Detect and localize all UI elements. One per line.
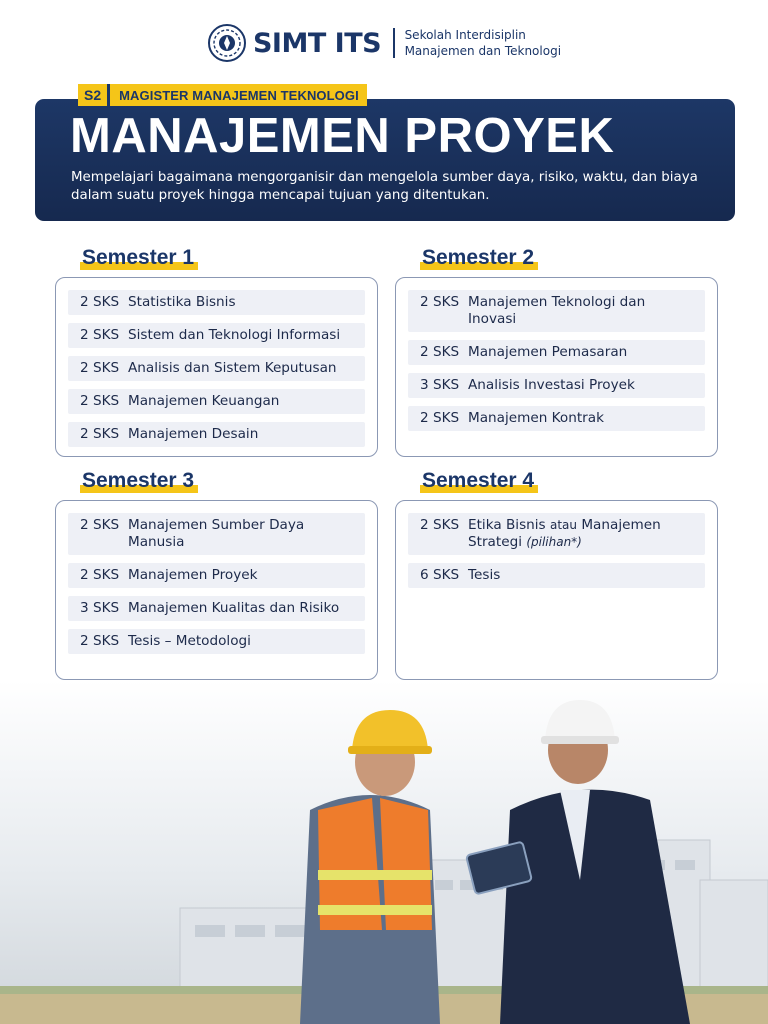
- course-sks: 6 SKS: [420, 567, 460, 583]
- project-site-photo: [0, 680, 768, 1024]
- program-tag: [78, 84, 367, 106]
- its-seal-icon: [207, 23, 247, 63]
- program-level-badge: S2: [78, 84, 110, 106]
- course-name: Tesis – Metodologi: [128, 633, 251, 649]
- course-row: [68, 422, 365, 447]
- course-sks: 2 SKS: [420, 344, 460, 360]
- course-sks: 2 SKS: [80, 294, 120, 310]
- course-row: [68, 389, 365, 414]
- course-sks: 2 SKS: [420, 294, 460, 310]
- course-row: [408, 513, 705, 555]
- course-sks: 2 SKS: [80, 633, 120, 649]
- program-name-badge: MAGISTER MANAJEMEN TEKNOLOGI: [110, 84, 367, 106]
- header-logo: [0, 22, 768, 64]
- semester-4-heading: Semester 4: [422, 469, 534, 493]
- semester-4-course-list: [395, 500, 718, 680]
- course-name: Manajemen Pemasaran: [468, 344, 628, 360]
- course-sks: 2 SKS: [80, 360, 120, 376]
- course-row: [68, 563, 365, 588]
- course-sks: 2 SKS: [420, 517, 460, 533]
- course-row: [68, 629, 365, 654]
- course-name: [468, 517, 705, 551]
- course-row: [408, 406, 705, 431]
- course-row: [68, 323, 365, 348]
- course-sks: 2 SKS: [80, 426, 120, 442]
- course-row: [68, 356, 365, 381]
- course-row: [408, 340, 705, 365]
- semester-1-course-list: [55, 277, 378, 457]
- course-sks: 3 SKS: [420, 377, 460, 393]
- wordmark: SIMT ITS: [252, 27, 382, 59]
- course-name: Manajemen Teknologi dan Inovasi: [468, 294, 646, 327]
- course-name: Statistika Bisnis: [128, 294, 236, 310]
- course-row: [408, 290, 705, 332]
- course-row: [68, 513, 365, 555]
- course-name: Manajemen Sumber Daya Manusia: [128, 517, 305, 550]
- course-name: Analisis dan Sistem Keputusan: [128, 360, 337, 376]
- course-name: Manajemen Kontrak: [468, 410, 604, 426]
- semester-1-heading: Semester 1: [82, 246, 194, 270]
- course-row: [68, 596, 365, 621]
- semester-2-heading: Semester 2: [422, 246, 534, 270]
- course-sks: 3 SKS: [80, 600, 120, 616]
- course-option-a: Etika Bisnis: [468, 517, 546, 533]
- course-row: [408, 563, 705, 588]
- course-row: [408, 373, 705, 398]
- school-name-line1: Sekolah Interdisiplin: [404, 28, 526, 42]
- page-title: MANAJEMEN PROYEK: [70, 109, 615, 163]
- course-sks: 2 SKS: [80, 517, 120, 533]
- course-name: Manajemen Proyek: [128, 567, 258, 583]
- course-name: Sistem dan Teknologi Informasi: [128, 327, 341, 343]
- semester-3-heading: Semester 3: [82, 469, 194, 493]
- school-name-line2: Manajemen dan Teknologi: [404, 44, 562, 58]
- course-name: Manajemen Keuangan: [128, 393, 280, 409]
- course-name: Manajemen Kualitas dan Risiko: [128, 600, 340, 616]
- course-sks: 2 SKS: [420, 410, 460, 426]
- course-name: Manajemen Desain: [128, 426, 259, 442]
- course-sks: 2 SKS: [80, 327, 120, 343]
- course-name: Analisis Investasi Proyek: [468, 377, 635, 393]
- school-name: [405, 27, 561, 59]
- logo-divider: [393, 28, 395, 58]
- course-sks: 2 SKS: [80, 393, 120, 409]
- course-row: [68, 290, 365, 315]
- course-elective-note: (pilihan*): [526, 535, 582, 549]
- course-option-separator: atau: [549, 518, 577, 532]
- course-option-b: Manajemen Strategi: [468, 517, 661, 550]
- course-name: Tesis: [468, 567, 501, 583]
- hero-description: Mempelajari bagaimana mengorganisir dan mengelola sumber daya, risiko, waktu, dan biaya dalam suatu proyek hingga mencapai tujuan yang ditentukan.: [71, 170, 698, 203]
- semester-2-course-list: [395, 277, 718, 457]
- course-sks: 2 SKS: [80, 567, 120, 583]
- semester-3-course-list: [55, 500, 378, 680]
